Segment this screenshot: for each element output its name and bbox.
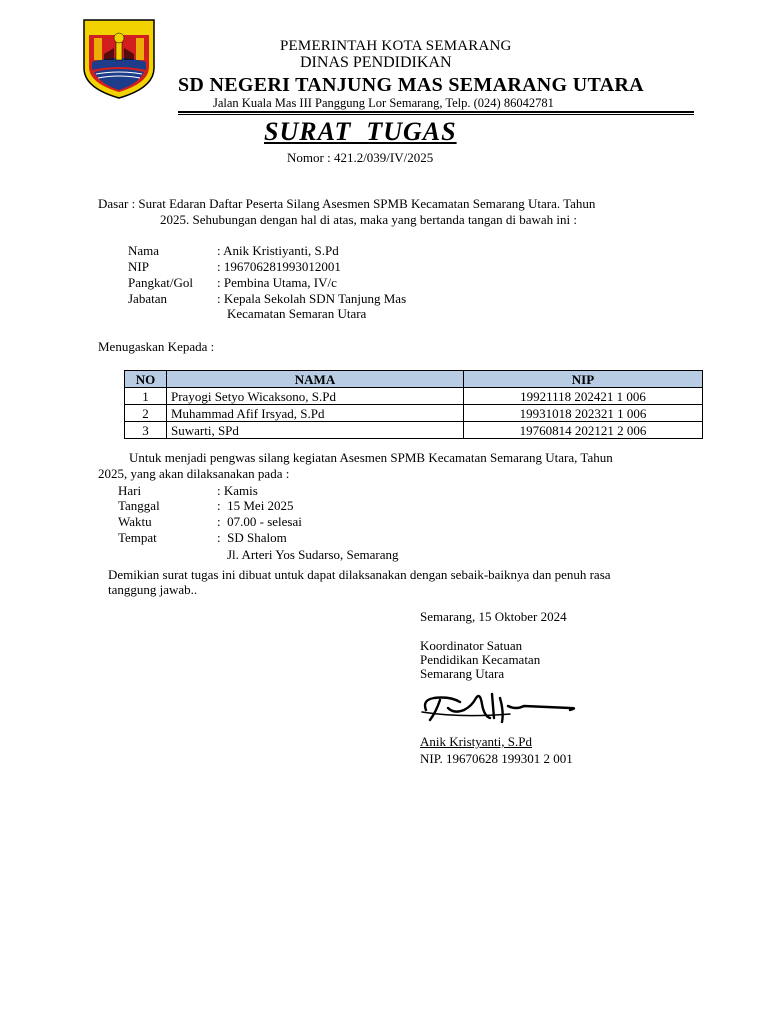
table-row	[125, 422, 703, 439]
schedule-label-tanggal: Tanggal	[118, 498, 160, 513]
header-government: PEMERINTAH KOTA SEMARANG	[280, 38, 512, 54]
cell-nama: Muhammad Afif Irsyad, S.Pd	[167, 405, 464, 422]
schedule-value-hari: : Kamis	[217, 483, 258, 498]
dasar-line-1: Dasar : Surat Edaran Daftar Peserta Silang Asesmen SPMB Kecamatan Semarang Utara. Tahun	[98, 196, 596, 211]
schedule-value-tempat: : SD Shalom	[217, 530, 287, 545]
column-header-no: NO	[125, 371, 167, 388]
signer-role-2: Pendidikan Kecamatan	[420, 652, 541, 667]
column-header-nip: NIP	[464, 371, 703, 388]
document-number: Nomor : 421.2/039/IV/2025	[287, 150, 434, 165]
cell-no: 1	[125, 388, 167, 405]
cell-nip: 19931018 202321 1 006	[464, 405, 703, 422]
field-label-nip: NIP	[128, 259, 149, 274]
field-value-jabatan-cont: Kecamatan Semaran Utara	[227, 306, 367, 321]
schedule-value-tempat-cont: Jl. Arteri Yos Sudarso, Semarang	[227, 547, 399, 562]
field-value-nama: : Anik Kristiyanti, S.Pd	[217, 243, 339, 258]
header-address: Jalan Kuala Mas III Panggung Lor Semarang, Telp. (024) 86042781	[213, 96, 554, 110]
semarang-crest-icon	[80, 18, 158, 100]
field-label-pangkat: Pangkat/Gol	[128, 275, 193, 290]
purpose-line-2: 2025, yang akan dilaksanakan pada :	[98, 466, 290, 481]
cell-nip: 19760814 202121 2 006	[464, 422, 703, 439]
signer-role-3: Semarang Utara	[420, 666, 505, 681]
place-date: Semarang, 15 Oktober 2024	[420, 609, 567, 624]
assign-heading: Menugaskan Kepada :	[98, 339, 215, 354]
column-header-nama: NAMA	[167, 371, 464, 388]
closing-line-1: Demikian surat tugas ini dibuat untuk dapat dilaksanakan dengan sebaik-baiknya dan penuh rasa	[108, 567, 611, 582]
header-divider	[178, 111, 694, 113]
cell-no: 3	[125, 422, 167, 439]
header-school: SD NEGERI TANJUNG MAS SEMARANG UTARA	[178, 74, 644, 96]
closing-line-2: tanggung jawab..	[108, 582, 198, 597]
purpose-line-1: Untuk menjadi pengwas silang kegiatan Asesmen SPMB Kecamatan Semarang Utara, Tahun	[129, 450, 613, 465]
dasar-line-2: 2025. Sehubungan dengan hal di atas, maka yang bertanda tangan di bawah ini :	[160, 212, 577, 227]
field-label-jabatan: Jabatan	[128, 291, 167, 306]
table-header-row	[125, 371, 703, 388]
schedule-label-tempat: Tempat	[118, 530, 157, 545]
table-row	[125, 388, 703, 405]
cell-nama: Prayogi Setyo Wicaksono, S.Pd	[167, 388, 464, 405]
signer-role-1: Koordinator Satuan	[420, 638, 523, 653]
field-value-nip: : 196706281993012001	[217, 259, 341, 274]
schedule-label-hari: Hari	[118, 483, 142, 498]
page-title: SURAT TUGAS	[264, 117, 457, 146]
cell-no: 2	[125, 405, 167, 422]
field-value-pangkat: : Pembina Utama, IV/c	[217, 275, 337, 290]
table-row	[125, 405, 703, 422]
signer-nip: NIP. 19670628 199301 2 001	[420, 751, 573, 766]
handwritten-signature	[420, 688, 580, 728]
header-divider-thin	[178, 114, 694, 115]
signer-name: Anik Kristyanti, S.Pd	[420, 734, 532, 749]
header-department: DINAS PENDIDIKAN	[300, 54, 452, 71]
field-value-jabatan: : Kepala Sekolah SDN Tanjung Mas	[217, 291, 407, 306]
schedule-value-tanggal: : 15 Mei 2025	[217, 498, 294, 513]
field-label-nama: Nama	[128, 243, 160, 258]
cell-nip: 19921118 202421 1 006	[464, 388, 703, 405]
assignee-table	[124, 370, 703, 439]
schedule-label-waktu: Waktu	[118, 514, 152, 529]
schedule-value-waktu: : 07.00 - selesai	[217, 514, 302, 529]
cell-nama: Suwarti, SPd	[167, 422, 464, 439]
